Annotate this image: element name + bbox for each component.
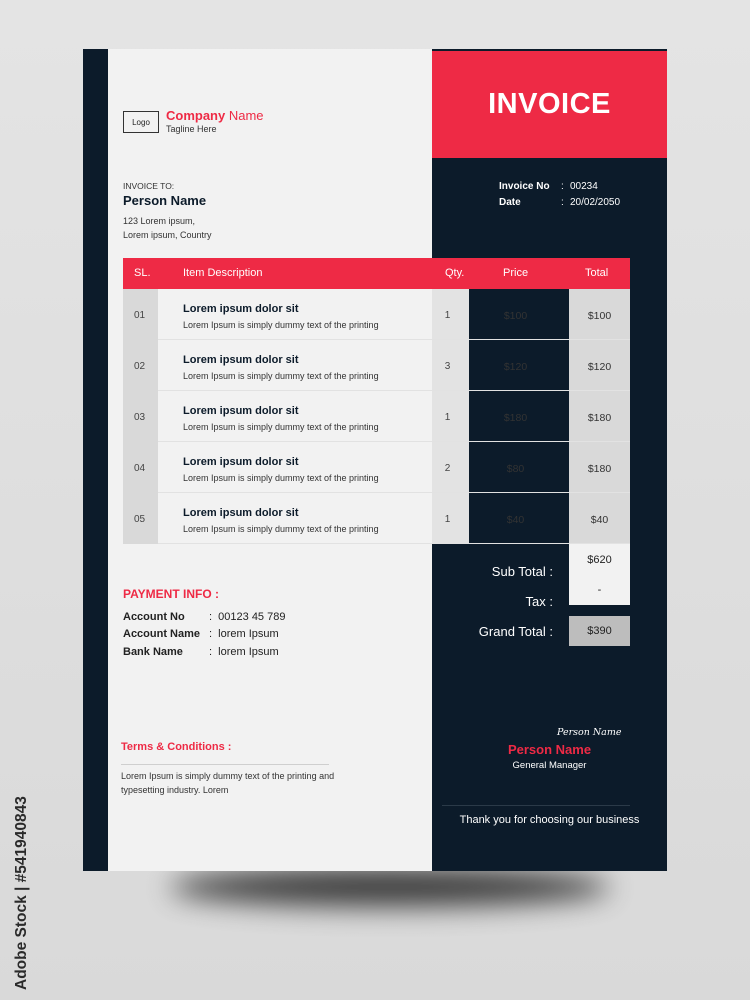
row-price: $120 — [503, 361, 528, 373]
table-row — [123, 442, 630, 493]
header-description: Item Description — [183, 267, 263, 279]
grand-total-label: Grand Total : — [478, 624, 553, 639]
left-accent-bar — [83, 49, 108, 871]
subtotal-label: Sub Total : — [491, 564, 553, 579]
thank-you-message: Thank you for choosing our business — [459, 814, 640, 826]
invoice-number-label: Invoice No — [499, 181, 550, 192]
row-qty: 1 — [444, 412, 451, 423]
terms-title: Terms & Conditions : — [121, 741, 232, 753]
terms-text: Lorem Ipsum is simply dummy text of the printing and typesetting industry. Lorem — [121, 771, 335, 795]
terms-divider — [121, 764, 329, 765]
tax-value: - — [569, 575, 630, 605]
table-row — [123, 340, 630, 391]
invoice-title-box — [432, 51, 667, 158]
company-name-rest: Name — [225, 108, 264, 123]
thanks-divider — [442, 805, 630, 806]
bank-name-row: Bank Name : lorem Ipsum — [123, 646, 279, 658]
row-total: $100 — [587, 310, 612, 322]
row-price: $40 — [506, 514, 525, 526]
signature-script: Person Name — [557, 727, 622, 738]
account-number-row: Account No : 00123 45 789 — [123, 611, 286, 623]
account-number-value: 00123 45 789 — [218, 611, 286, 623]
table-row — [123, 493, 630, 544]
client-name: Person Name — [123, 193, 207, 208]
row-item-desc: Lorem Ipsum is simply dummy text of the printing — [183, 473, 379, 483]
bank-name-value: lorem Ipsum — [218, 646, 279, 658]
invoice-date-label: Date — [499, 197, 521, 208]
invoice-title: INVOICE — [488, 88, 611, 120]
payment-info-title: PAYMENT INFO : — [123, 587, 220, 601]
client-address-line2: Lorem ipsum, Country — [123, 230, 212, 240]
table-row — [123, 289, 630, 340]
paper-shadow — [170, 868, 610, 906]
account-number-label: Account No — [123, 611, 185, 623]
row-total: $120 — [587, 361, 612, 373]
row-sl: 03 — [134, 412, 146, 423]
row-total: $180 — [587, 412, 612, 424]
row-qty: 3 — [444, 361, 451, 372]
subtotal-value: $620 — [569, 544, 630, 575]
signer-name: Person Name — [507, 742, 592, 757]
header-price: Price — [503, 267, 529, 279]
row-sl: 05 — [134, 514, 146, 525]
bank-name-label: Bank Name — [123, 646, 183, 658]
invoice-date-row: Date : 20/02/2050 — [499, 197, 621, 208]
tax-label: Tax : — [525, 594, 553, 609]
row-sl: 01 — [134, 310, 146, 321]
row-item-title: Lorem ipsum dolor sit — [183, 354, 299, 366]
account-name-value: lorem Ipsum — [218, 628, 279, 640]
row-item-desc: Lorem Ipsum is simply dummy text of the printing — [183, 422, 379, 432]
company-tagline: Tagline Here — [166, 124, 217, 134]
row-total: $180 — [587, 463, 612, 475]
invoice-document — [83, 49, 667, 871]
row-price: $100 — [503, 310, 528, 322]
invoice-date-value: 20/02/2050 — [570, 197, 621, 208]
invoice-number-row: Invoice No : 00234 — [499, 181, 598, 192]
grand-total-value: $390 — [569, 616, 630, 646]
row-item-desc: Lorem Ipsum is simply dummy text of the printing — [183, 524, 379, 534]
account-name-row: Account Name : lorem Ipsum — [123, 628, 279, 640]
row-qty: 1 — [444, 310, 451, 321]
row-item-desc: Lorem Ipsum is simply dummy text of the printing — [183, 371, 379, 381]
row-price: $80 — [506, 463, 525, 475]
row-total: $40 — [590, 514, 609, 526]
row-item-title: Lorem ipsum dolor sit — [183, 303, 299, 315]
row-sl: 02 — [134, 361, 146, 372]
table-row — [123, 391, 630, 442]
header-qty: Qty. — [445, 267, 465, 279]
row-qty: 2 — [444, 463, 451, 474]
row-item-desc: Lorem Ipsum is simply dummy text of the printing — [183, 320, 379, 330]
row-sl: 04 — [134, 463, 146, 474]
items-table-header — [123, 258, 630, 289]
account-name-label: Account Name — [123, 628, 201, 640]
row-item-title: Lorem ipsum dolor sit — [183, 456, 299, 468]
row-qty: 1 — [444, 514, 451, 525]
header-total: Total — [585, 267, 609, 279]
row-item-title: Lorem ipsum dolor sit — [183, 405, 299, 417]
row-item-title: Lorem ipsum dolor sit — [183, 507, 299, 519]
company-name-bold: Company — [166, 108, 226, 123]
stock-id-watermark: Adobe Stock | #541940843 — [13, 796, 30, 990]
signer-role: General Manager — [512, 760, 587, 771]
invoice-to-label: INVOICE TO: — [123, 181, 175, 191]
company-name — [166, 108, 264, 123]
logo-placeholder: Logo — [123, 111, 159, 133]
invoice-number-value: 00234 — [570, 181, 598, 192]
client-address-line1: 123 Lorem ipsum, — [123, 216, 196, 226]
row-price: $180 — [503, 412, 528, 424]
header-sl: SL. — [134, 267, 151, 279]
